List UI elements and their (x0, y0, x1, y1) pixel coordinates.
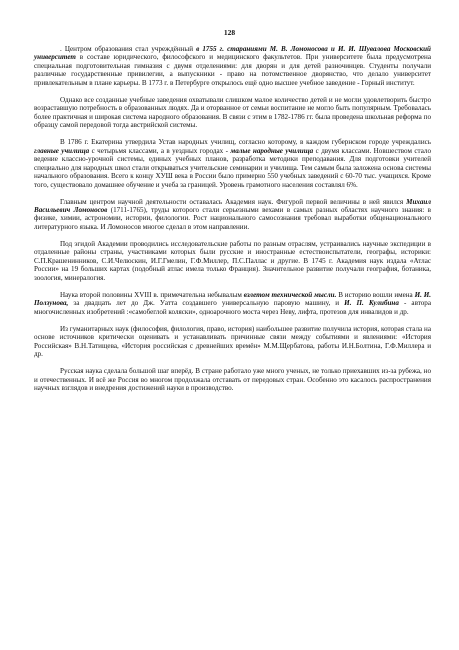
text-run: с четырьмя классами, а в уездных городах - (89, 146, 231, 155)
text-run: за двадцать лет до Дж. Уатта создавшего универсальную паровую машину, и (68, 299, 345, 308)
text-run: Под эгидой Академии проводились исследовательские работы по разным отраслям, устраивались научные экспедиции в отдаленные районы страны, участниками которых были русские и иностранные естествоиспытатели, географы, историки: С.П.Крашенинников, С.И.Челюскин, И.Г.Гмелин, Г.Ф.Миллер, П.С.Паллас и другие. В 1745 г. Академия наук издала «Атлас России» на 19 больших картах (подобный атлас имела только Франция). Значительное развитие получали география, ботаника, зоология, минералогия. (34, 239, 431, 282)
emphasized-text: малые народные училища (230, 146, 314, 155)
emphasized-text: взлетом технической мысли. (243, 290, 337, 299)
paragraph-education-shortage (34, 96, 431, 130)
emphasized-text: И. П. Кулибина (344, 299, 399, 308)
text-run: . Центром образования стал учреждённый (60, 45, 197, 53)
text-run: с двумя классами. Новшеством стало ведение классно-урочной системы, единых учебных планов, разработка методики преподавания. Для подготовки учителей специально для народных школ стали открываться учительские семинарии и училища. Тем самым была заложена основа системы начального образования. Всего к концу XУШ века в России было примерно 550 учебных заведений с 60-70 тыс. учащихся. Кроме того, существовало домашнее обучение и учеба за границей. Уровень грамотного населения составлял 6%. (34, 146, 431, 189)
emphasized-text: главные училища (34, 146, 90, 155)
text-run: Однако все созданные учебные заведения охватывали слишком малое количество детей и не могли удовлетворить быстро возраставшую потребность в образованных людях. Да и оторванное от семьи воспитание не могло быть популярным. Требовалась более практичная и широкая система народного образования. В связи с этим в 1782-1786 гг. была проведена школьная реформа по образцу самой передовой тогда австрийской системы. (34, 95, 431, 130)
text-run: Наука второй половины XVIII в. примечательна небывалым (60, 290, 244, 299)
text-run: В 1786 г. Екатерина утвердила Устав народных училищ, согласно которому, в каждом губернском городе учреждались (60, 138, 431, 147)
paragraph-school-reform (34, 138, 431, 189)
emphasized-text: стараниями М. В. Ломоносова и И. И. Шувалова Московский университет (34, 45, 431, 62)
text-body (34, 45, 431, 393)
paragraph-russian-science (34, 367, 431, 392)
text-run: В историю вошли имена (336, 290, 415, 299)
page-number: 128 (223, 28, 236, 37)
text-run: - автора многочисленных изобретений :«самобеглой коляски», одноарочного моста через Неву, лифта, протезов для инвалидов и др. (34, 299, 431, 316)
paragraph-technical-thought (34, 291, 431, 316)
text-run: Главным центром научной деятельности оставалась Академия наук. Фигурой первой величины в ней явился (60, 197, 407, 206)
paragraph-moscow-university (34, 45, 431, 87)
text-run: в составе юридического, философского и медицинского факультетов. При университете была предусмотрена специальная подготовительная гимназия с двумя отделениями: для дворян и для детей разночинцев. Студенты получали различные государственные привилегии, а выпускники - право на потомственное дворянство, что делало университет привлекательным в плане карьеры. В 1773 г. в Петербурге открылось ещё одно высшее учебное заведение - Горный институт. (34, 53, 431, 87)
emphasized-text: Михаил Васильевич Ломоносов (34, 197, 431, 215)
emphasized-text: И. И. Ползунова, (34, 290, 432, 308)
text-run: Из гуманитарных наук (философия, филология, право, история) наибольшее развитие получила история, которая стала на основе источников критически оценивать и устанавливать причинные связи между событиями и явлениями: «История Российская» В.Н.Татищева, «История российская с древнейших времён» М.М.Щербатова, работы И.Н.Болтина, Г.Ф.Миллера и др. (34, 324, 431, 359)
text-run: (1711-1765), труды которого стали серьезными вехами в самых разных областях научного знания: в физике, химии, астрономии, истории, филологии. Рост национального самосознания требовал выработки общенационального литературного языка. И Ломоносов многое сделал в этом направлении. (34, 206, 431, 231)
emphasized-text: в 1755 г. (196, 45, 228, 53)
text-run: Русская наука сделала большой шаг вперёд. В стране работало уже много ученых, не только приехавших из-за рубежа, но и отечественных. И всё же Россия во многом продолжала отставать от передовых стран. Особенно это касалось распространения научных взглядов и внедрения достижений науки в производство. (34, 367, 431, 393)
paragraph-humanities (34, 325, 431, 359)
paragraph-academy-lomonosov (34, 198, 431, 232)
paragraph-expeditions (34, 240, 431, 282)
